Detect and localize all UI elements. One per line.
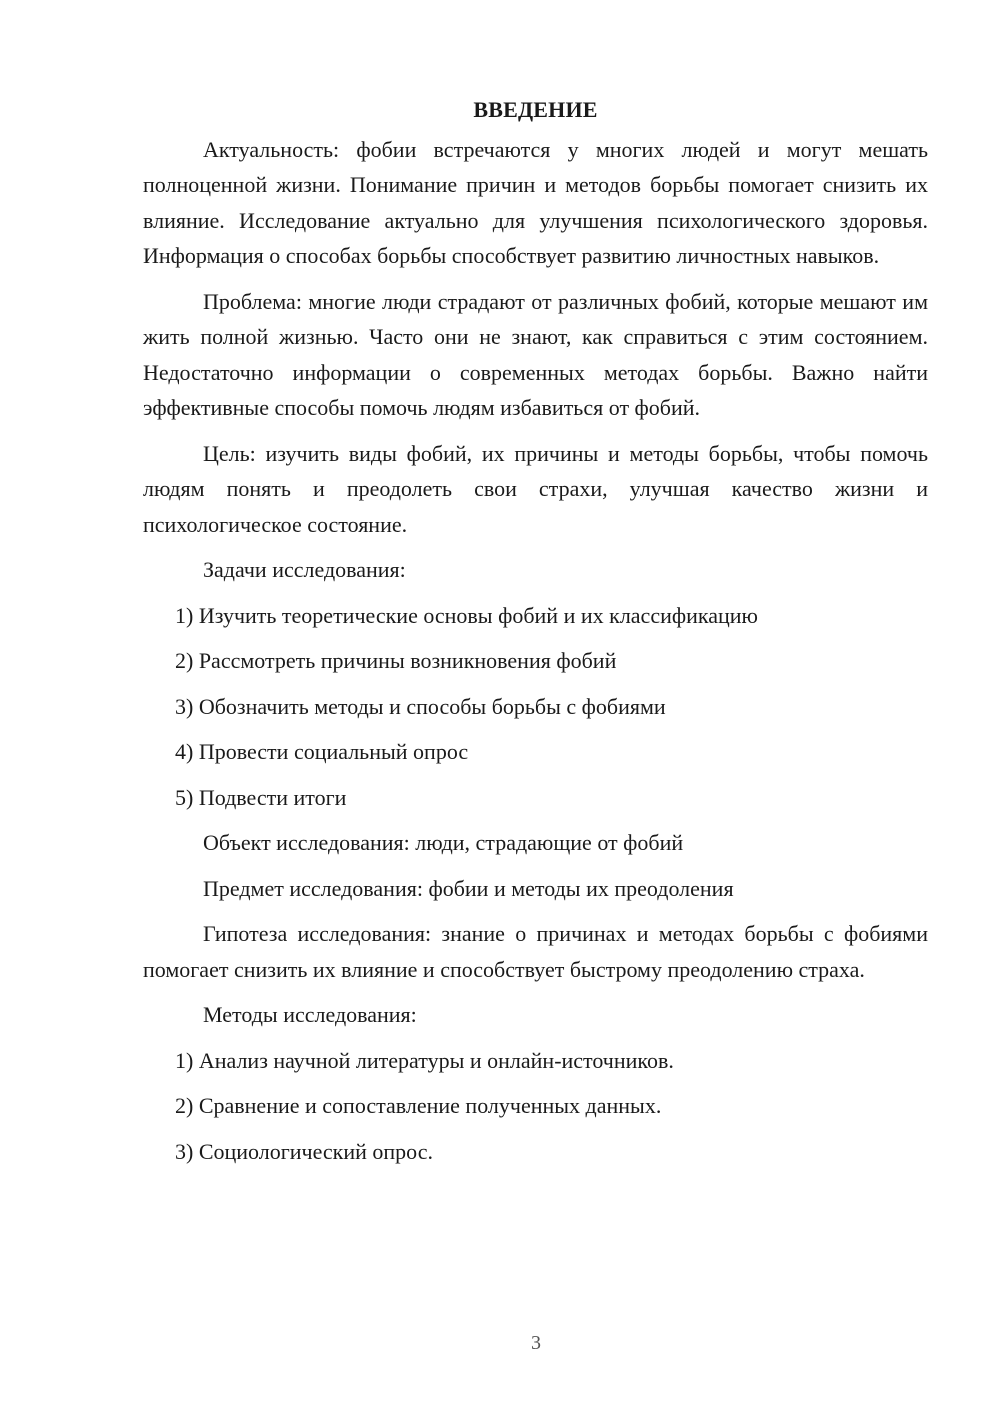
list-item: 1) Анализ научной литературы и онлайн-источников. <box>175 1047 674 1073</box>
relevance-paragraph: Актуальность: фобии встречаются у многих людей и могут мешать полноценной жизни. Понимание причин и методов борьбы помогает снизить их влияние. Исследование актуально для улучшения психологического здоровья. Информация о способах борьбы способствует развитию личностных навыков. <box>143 136 928 268</box>
methods-title: Методы исследования: <box>203 1002 417 1027</box>
list-item: 4) Провести социальный опрос <box>175 739 469 764</box>
hypothesis-paragraph: Гипотеза исследования: знание о причинах и методах борьбы с фобиями помогает снизить их влияние и способствует быстрому преодолению страха. <box>143 921 928 982</box>
methods-list <box>143 1043 928 1170</box>
problem-paragraph: Проблема: многие люди страдают от различных фобий, которые мешают им жить полной жизнью. Часто они не знают, как справиться с этим состоянием. Недостаточно информации о современных методах борьбы. Важно найти эффективные способы помочь людям избавиться от фобий. <box>143 288 928 420</box>
document-page <box>143 92 928 1179</box>
list-item: 5) Подвести итоги <box>175 784 347 810</box>
list-item: 3) Обозначить методы и способы борьбы с фобиями <box>175 693 666 719</box>
list-item: 3) Социологический опрос. <box>175 1138 433 1164</box>
research-subject: Предмет исследования: фобии и методы их преодоления <box>203 875 734 901</box>
list-item: 2) Рассмотреть причины возникновения фобий <box>175 648 617 673</box>
tasks-list <box>143 598 928 816</box>
page-number: 3 <box>531 1332 541 1354</box>
section-heading: ВВЕДЕНИЕ <box>473 97 598 122</box>
list-item: 2) Сравнение и сопоставление полученных данных. <box>175 1093 662 1118</box>
tasks-title: Задачи исследования: <box>203 557 406 582</box>
research-object: Объект исследования: люди, страдающие от фобий <box>203 830 684 855</box>
list-item: 1) Изучить теоретические основы фобий и их классификацию <box>175 602 758 628</box>
goal-paragraph: Цель: изучить виды фобий, их причины и методы борьбы, чтобы помочь людям понять и преодолеть свои страхи, улучшая качество жизни и психологическое состояние. <box>143 440 928 537</box>
